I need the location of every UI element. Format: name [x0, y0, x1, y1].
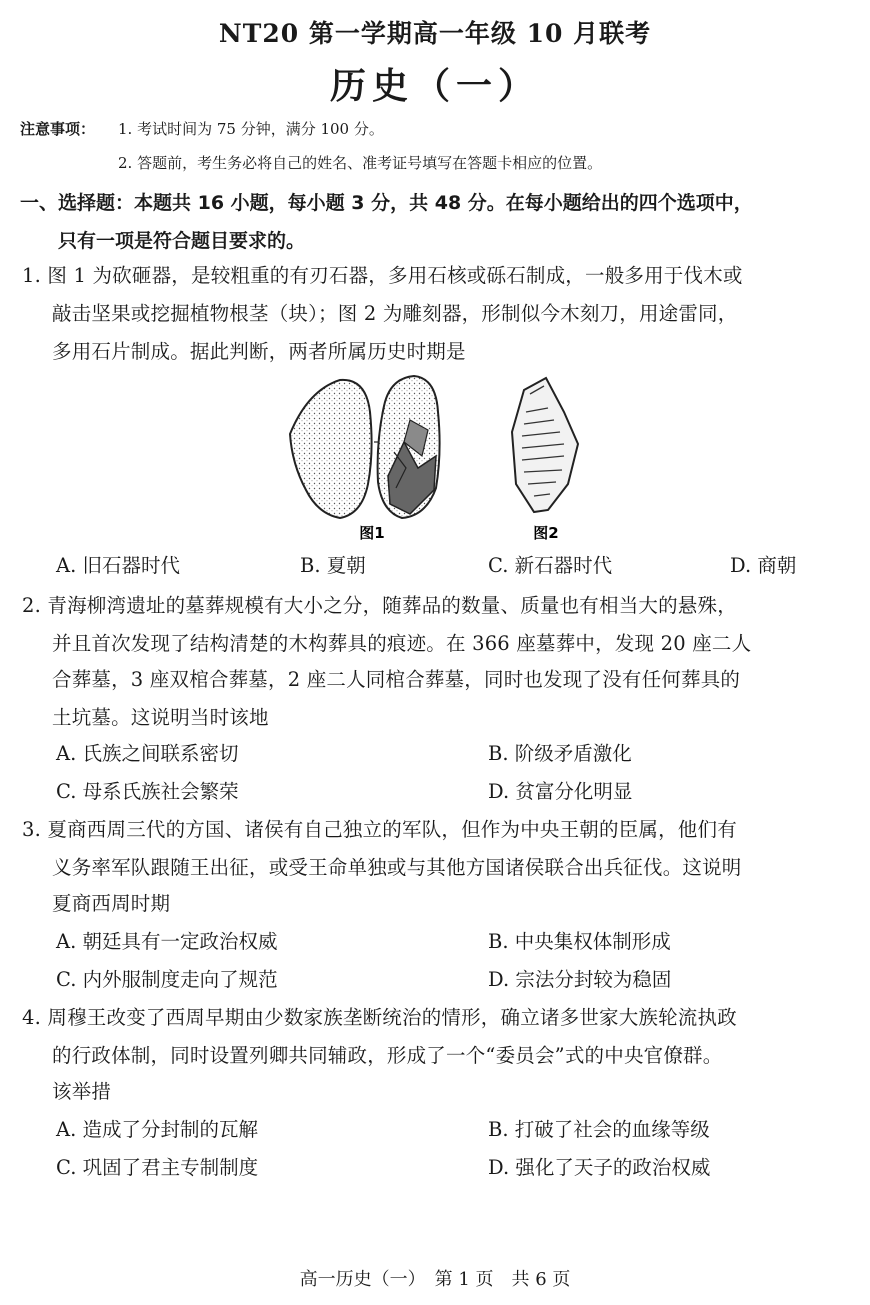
- q4-option-c[interactable]: C. 巩固了君主专制制度: [56, 1156, 259, 1179]
- question-3-line: 夏商西周时期: [52, 892, 171, 915]
- q3-option-c[interactable]: C. 内外服制度走向了规范: [56, 968, 278, 991]
- stone-tools-illustration: [278, 372, 618, 544]
- q4-option-d[interactable]: D. 强化了天子的政治权威: [488, 1156, 711, 1179]
- q1-option-b[interactable]: B. 夏朝: [300, 554, 366, 577]
- q4-option-a[interactable]: A. 造成了分封制的瓦解: [56, 1118, 258, 1141]
- question-2-line: 2. 青海柳湾遗址的墓葬规模有大小之分，随葬品的数量、质量也有相当大的悬殊，: [22, 594, 737, 617]
- question-1-line: 多用石片制成。据此判断，两者所属历史时期是: [52, 340, 466, 363]
- question-4-line: 的行政体制，同时设置列卿共同辅政，形成了一个“委员会”式的中央官僚群。: [52, 1044, 723, 1067]
- subject-title: 历史（一）: [329, 66, 540, 107]
- question-3-line: 3. 夏商西周三代的方国、诸侯有自己独立的军队，但作为中央王朝的臣属，他们有: [22, 818, 737, 841]
- q3-option-a[interactable]: A. 朝廷具有一定政治权威: [56, 930, 278, 953]
- section-heading-cont: 只有一项是符合题目要求的。: [58, 230, 306, 252]
- question-1-line: 1. 图 1 为砍砸器，是较粗重的有刃石器，多用石核或砾石制成，一般多用于伐木或: [22, 264, 743, 287]
- question-4-line: 该举措: [52, 1080, 112, 1103]
- q4-option-b[interactable]: B. 打破了社会的血缘等级: [488, 1118, 710, 1141]
- notice-item-2: 2. 答题前，考生务必将自己的姓名、准考证号填写在答题卡相应的位置。: [118, 154, 603, 172]
- burin: [512, 378, 578, 512]
- q3-option-b[interactable]: B. 中央集权体制形成: [488, 930, 671, 953]
- q2-option-d[interactable]: D. 贫富分化明显: [488, 780, 633, 803]
- chopper-side-view: [290, 380, 372, 518]
- q1-option-d[interactable]: D. 商朝: [730, 554, 797, 577]
- question-2-line: 合葬墓，3 座双棺合葬墓，2 座二人同棺合葬墓，同时也发现了没有任何葬具的: [52, 668, 741, 691]
- question-2-line: 土坑墓。这说明当时该地: [52, 706, 269, 729]
- q1-option-a[interactable]: A. 旧石器时代: [56, 554, 180, 577]
- stone-tools-figure: [278, 372, 618, 544]
- q2-option-c[interactable]: C. 母系氏族社会繁荣: [56, 780, 239, 803]
- q3-option-d[interactable]: D. 宗法分封较为稳固: [488, 968, 672, 991]
- notice-item-1: 1. 考试时间为 75 分钟，满分 100 分。: [118, 120, 384, 138]
- notice-label: 注意事项：: [20, 120, 96, 138]
- section-heading: 一、选择题：本题共 16 小题，每小题 3 分，共 48 分。在每小题给出的四个选项中，: [20, 192, 753, 214]
- figure-2-caption: 图2: [533, 524, 559, 542]
- question-3-line: 义务率军队跟随王出征，或受王命单独或与其他方国诸侯联合出兵征伐。这说明: [52, 856, 742, 879]
- page-footer: 高一历史（一） 第 1 页 共 6 页: [299, 1269, 571, 1290]
- question-2-line: 并且首次发现了结构清楚的木构葬具的痕迹。在 366 座墓葬中，发现 20 座二人: [52, 632, 752, 655]
- figure-1-caption: 图1: [359, 524, 385, 542]
- q2-option-b[interactable]: B. 阶级矛盾激化: [488, 742, 632, 765]
- question-1-line: 敲击坚果或挖掘植物根茎（块）；图 2 为雕刻器，形制似今木刻刀，用途雷同，: [52, 302, 738, 325]
- q1-option-c[interactable]: C. 新石器时代: [488, 554, 613, 577]
- q2-option-a[interactable]: A. 氏族之间联系密切: [56, 742, 239, 765]
- exam-title: NT20 第一学期高一年级 10 月联考: [218, 19, 652, 48]
- question-4-line: 4. 周穆王改变了西周早期由少数家族垄断统治的情形，确立诸多世家大族轮流执政: [22, 1006, 737, 1029]
